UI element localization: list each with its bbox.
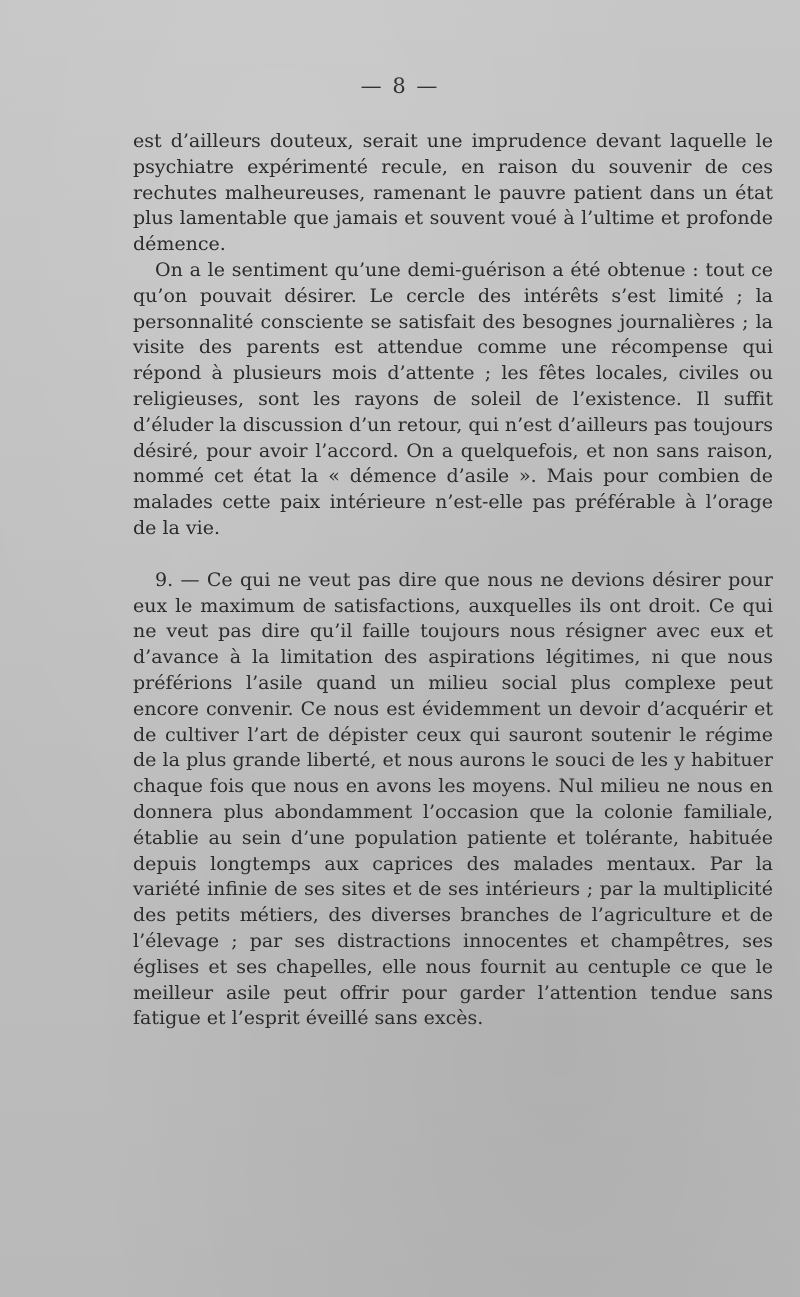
body-text: [133, 129, 773, 1032]
page-number: — 8 —: [360, 74, 440, 98]
paragraph-demi-guerison: On a le sentiment qu’une demi-guérison a été obtenue : tout ce qu’on pouvait désirer. Le cercle des intérêts s’est limité ; la personnalité consciente se satisfait des besognes journalières ; la visite des parents est attendue comme une récompense qui répond à plusieurs mois d’attente ; les fêtes locales, civiles ou religieuses, sont les rayons de soleil de l’existence. Il suffit d’éluder la discussion d’un retour, qui n’est d’ailleurs pas toujours désiré, pour avoir l’accord. On a quelquefois, et non sans raison, nommé cet état la « démence d’asile ». Mais pour combien de malades cette paix intérieure n’est-elle pas préférable à l’orage de la vie.: [133, 258, 773, 539]
paragraph-continuation: est d’ailleurs douteux, serait une imprudence devant laquelle le psychiatre expérimenté recule, en raison du souvenir de ces rechutes malheureuses, ramenant le pauvre patient dans un état plus lamentable que jamais et souvent voué à l’ultime et profonde démence.: [133, 130, 773, 256]
paragraph-section-9: 9. — Ce qui ne veut pas dire que nous ne devions désirer pour eux le maximum de satisfactions, auxquelles ils ont droit. Ce qui ne veut pas dire qu’il faille toujours nous résigner avec eux et d’avance à la limitation des aspirations légitimes, ni que nous préférions l’asile quand un milieu social plus complexe peut encore convenir. Ce nous est évidemment un devoir d’acquérir et de cultiver l’art de dépister ceux qui sauront soutenir le régime de la plus grande liberté, et nous aurons le souci de les y habituer chaque fois que nous en avons les moyens. Nul milieu ne nous en donnera plus abondamment l’occasion que la colonie familiale, établie au sein d’une population patiente et tolérante, habituée depuis longtemps aux caprices des malades mentaux. Par la variété infinie de ses sites et de ses intérieurs ; par la multiplicité des petits métiers, des diverses branches de l’agriculture et de l’élevage ; par ses distractions innocentes et champêtres, ses églises et ses chapelles, elle nous fournit au centuple ce que le meilleur asile peut offrir pour garder l’attention tendue sans fatigue et l’esprit éveillé sans excès.: [133, 568, 773, 1030]
